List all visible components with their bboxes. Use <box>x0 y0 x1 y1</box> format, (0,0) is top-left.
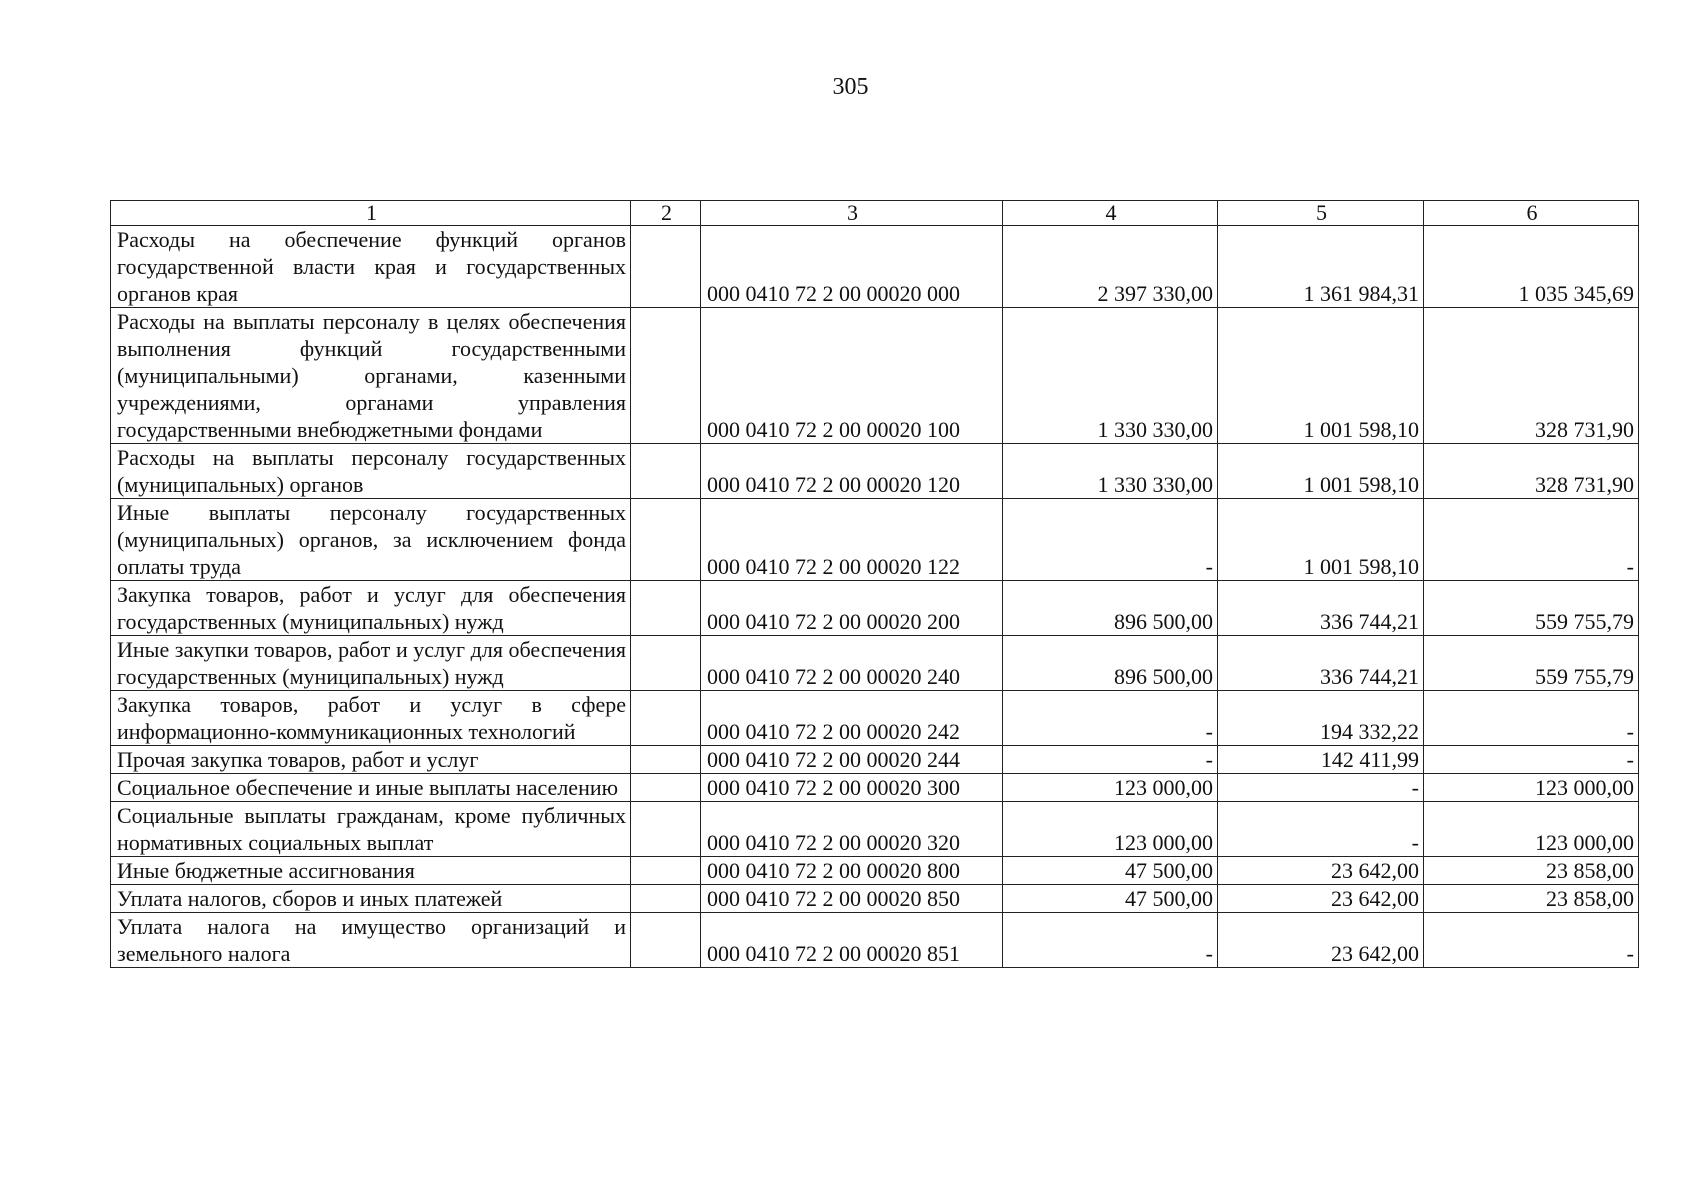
row-col5-cell: 1 001 598,10 <box>1218 444 1424 499</box>
row-code-cell: 000 0410 72 2 00 00020 242 <box>701 691 1003 746</box>
row-col2-cell <box>631 913 701 968</box>
row-col4-cell: 123 000,00 <box>1003 774 1218 802</box>
page-number: 305 <box>832 74 869 100</box>
budget-table <box>110 200 1639 968</box>
row-col4-cell: - <box>1003 691 1218 746</box>
row-col6-cell: 328 731,90 <box>1424 308 1639 444</box>
row-col5-cell: 23 642,00 <box>1218 857 1424 885</box>
row-name-cell: Социальные выплаты гражданам, кроме публичных нормативных социальных выплат <box>111 802 631 857</box>
row-col4-cell: - <box>1003 499 1218 581</box>
table-row <box>111 444 1639 499</box>
row-col5-cell: 142 411,99 <box>1218 746 1424 774</box>
row-col6-cell: - <box>1424 746 1639 774</box>
row-col6-cell: 23 858,00 <box>1424 857 1639 885</box>
row-col6-cell: - <box>1424 913 1639 968</box>
row-name-cell: Расходы на выплаты персоналу государственных (муниципальных) органов <box>111 444 631 499</box>
row-col2-cell <box>631 857 701 885</box>
row-col5-cell: 1 001 598,10 <box>1218 308 1424 444</box>
row-name-cell: Уплата налога на имущество организаций и земельного налога <box>111 913 631 968</box>
row-code-cell: 000 0410 72 2 00 00020 000 <box>701 226 1003 308</box>
row-col4-cell: - <box>1003 746 1218 774</box>
row-name-cell: Иные закупки товаров, работ и услуг для обеспечения государственных (муниципальных) нужд <box>111 636 631 691</box>
row-name-cell: Закупка товаров, работ и услуг в сфере информационно-коммуникационных технологий <box>111 691 631 746</box>
row-col2-cell <box>631 691 701 746</box>
row-col4-cell: 1 330 330,00 <box>1003 444 1218 499</box>
row-col4-cell: 896 500,00 <box>1003 581 1218 636</box>
row-col6-cell: - <box>1424 499 1639 581</box>
row-col6-cell: - <box>1424 691 1639 746</box>
row-col5-cell: 1 001 598,10 <box>1218 499 1424 581</box>
table-row <box>111 774 1639 802</box>
row-col2-cell <box>631 499 701 581</box>
row-code-cell: 000 0410 72 2 00 00020 122 <box>701 499 1003 581</box>
row-name-cell: Иные выплаты персоналу государственных (муниципальных) органов, за исключением фонда оплаты труда <box>111 499 631 581</box>
row-col5-cell: 336 744,21 <box>1218 581 1424 636</box>
row-col6-cell: 123 000,00 <box>1424 802 1639 857</box>
table-row <box>111 885 1639 913</box>
row-col4-cell: - <box>1003 913 1218 968</box>
row-name-cell: Социальное обеспечение и иные выплаты населению <box>111 774 631 802</box>
column-header-5: 5 <box>1218 201 1424 226</box>
row-col2-cell <box>631 226 701 308</box>
row-code-cell: 000 0410 72 2 00 00020 320 <box>701 802 1003 857</box>
row-col6-cell: 23 858,00 <box>1424 885 1639 913</box>
row-col2-cell <box>631 774 701 802</box>
row-name-cell: Расходы на выплаты персоналу в целях обеспечения выполнения функций государственными (муниципальными) органами, казенными учреждениями, органами управления государственными внебюджетными фондами <box>111 308 631 444</box>
table-row <box>111 226 1639 308</box>
row-col5-cell: 1 361 984,31 <box>1218 226 1424 308</box>
row-col5-cell: - <box>1218 802 1424 857</box>
row-col4-cell: 47 500,00 <box>1003 857 1218 885</box>
row-col2-cell <box>631 308 701 444</box>
header-row <box>111 201 1639 226</box>
table-row <box>111 308 1639 444</box>
row-col6-cell: 123 000,00 <box>1424 774 1639 802</box>
row-code-cell: 000 0410 72 2 00 00020 851 <box>701 913 1003 968</box>
row-col2-cell <box>631 636 701 691</box>
row-code-cell: 000 0410 72 2 00 00020 240 <box>701 636 1003 691</box>
row-col6-cell: 559 755,79 <box>1424 581 1639 636</box>
table-row <box>111 913 1639 968</box>
row-name-cell: Иные бюджетные ассигнования <box>111 857 631 885</box>
row-col2-cell <box>631 444 701 499</box>
row-code-cell: 000 0410 72 2 00 00020 244 <box>701 746 1003 774</box>
row-name-cell: Уплата налогов, сборов и иных платежей <box>111 885 631 913</box>
row-col6-cell: 1 035 345,69 <box>1424 226 1639 308</box>
row-code-cell: 000 0410 72 2 00 00020 200 <box>701 581 1003 636</box>
row-col5-cell: 23 642,00 <box>1218 913 1424 968</box>
column-header-4: 4 <box>1003 201 1218 226</box>
table-row <box>111 691 1639 746</box>
row-col5-cell: 194 332,22 <box>1218 691 1424 746</box>
row-col2-cell <box>631 802 701 857</box>
column-header-1: 1 <box>111 201 631 226</box>
column-header-2: 2 <box>631 201 701 226</box>
table-row <box>111 499 1639 581</box>
row-code-cell: 000 0410 72 2 00 00020 300 <box>701 774 1003 802</box>
row-col4-cell: 2 397 330,00 <box>1003 226 1218 308</box>
row-code-cell: 000 0410 72 2 00 00020 120 <box>701 444 1003 499</box>
row-col2-cell <box>631 885 701 913</box>
row-code-cell: 000 0410 72 2 00 00020 100 <box>701 308 1003 444</box>
row-col4-cell: 123 000,00 <box>1003 802 1218 857</box>
row-name-cell: Прочая закупка товаров, работ и услуг <box>111 746 631 774</box>
table-row <box>111 857 1639 885</box>
row-col4-cell: 896 500,00 <box>1003 636 1218 691</box>
row-name-cell: Закупка товаров, работ и услуг для обеспечения государственных (муниципальных) нужд <box>111 581 631 636</box>
table-row <box>111 636 1639 691</box>
table-row <box>111 802 1639 857</box>
row-col6-cell: 328 731,90 <box>1424 444 1639 499</box>
row-code-cell: 000 0410 72 2 00 00020 850 <box>701 885 1003 913</box>
column-header-3: 3 <box>701 201 1003 226</box>
row-col5-cell: 23 642,00 <box>1218 885 1424 913</box>
table-body <box>111 226 1639 968</box>
row-name-cell: Расходы на обеспечение функций органов государственной власти края и государственных органов края <box>111 226 631 308</box>
row-col2-cell <box>631 581 701 636</box>
table-row <box>111 581 1639 636</box>
row-col5-cell: - <box>1218 774 1424 802</box>
row-col6-cell: 559 755,79 <box>1424 636 1639 691</box>
row-col4-cell: 1 330 330,00 <box>1003 308 1218 444</box>
row-col2-cell <box>631 746 701 774</box>
row-col5-cell: 336 744,21 <box>1218 636 1424 691</box>
column-header-6: 6 <box>1424 201 1639 226</box>
row-col4-cell: 47 500,00 <box>1003 885 1218 913</box>
row-code-cell: 000 0410 72 2 00 00020 800 <box>701 857 1003 885</box>
table-row <box>111 746 1639 774</box>
